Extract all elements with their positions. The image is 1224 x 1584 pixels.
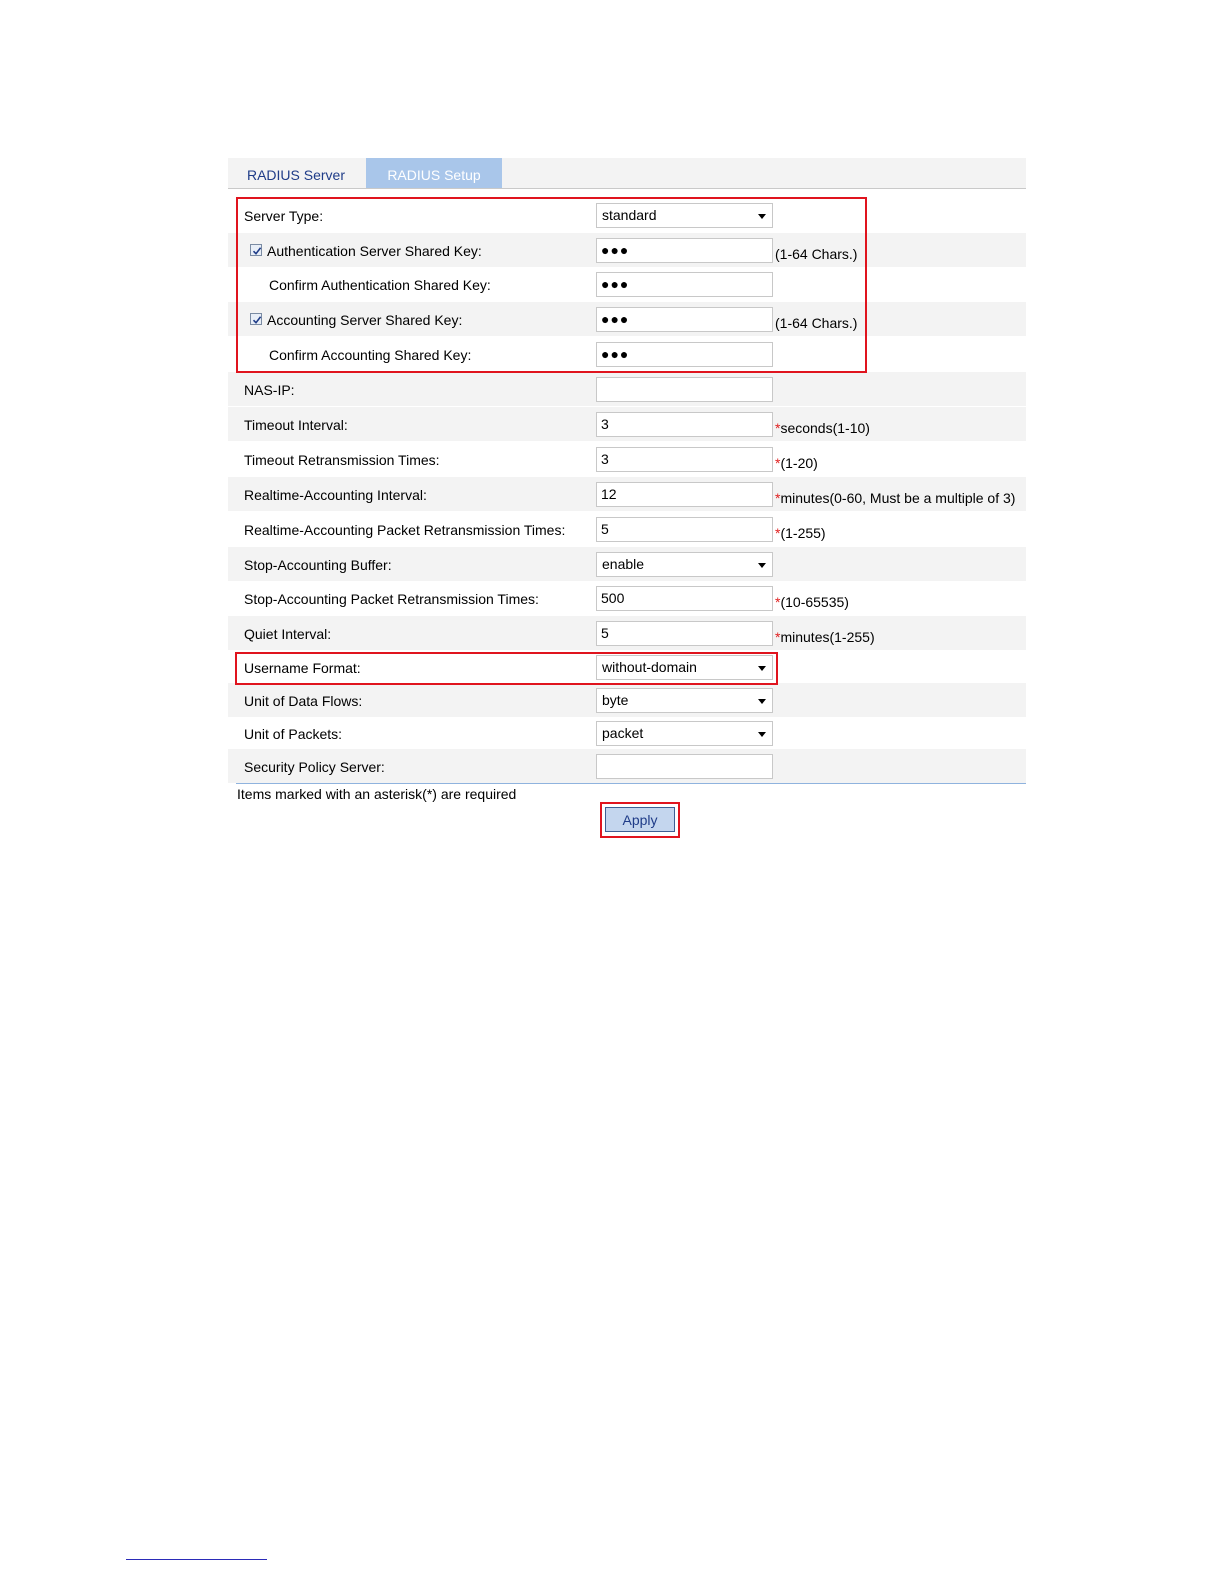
stop-retrans-input[interactable]: 500 — [596, 586, 773, 611]
required-asterisk: * — [775, 525, 781, 541]
unit-packets-value: packet — [602, 725, 644, 741]
acct-key-hint: (1-64 Chars.) — [775, 315, 858, 331]
server-type-value: standard — [602, 207, 657, 223]
row-quiet-interval — [228, 616, 1026, 650]
nas-ip-label: NAS-IP: — [244, 382, 295, 398]
realtime-retrans-label: Realtime-Accounting Packet Retransmission Times: — [244, 522, 566, 538]
realtime-retrans-hint-text: (1-255) — [780, 525, 826, 541]
stop-retrans-hint — [775, 594, 849, 610]
username-format-label: Username Format: — [244, 660, 361, 676]
tab-radius-setup[interactable]: RADIUS Setup — [366, 158, 502, 188]
acct-key-label: Accounting Server Shared Key: — [267, 312, 463, 328]
required-note: Items marked with an asterisk(*) are required — [237, 786, 517, 802]
security-policy-label: Security Policy Server: — [244, 759, 385, 775]
auth-key-input[interactable]: ●●● — [596, 238, 773, 263]
auth-key-hint: (1-64 Chars.) — [775, 246, 858, 262]
unit-flows-select[interactable] — [596, 688, 773, 713]
nas-ip-input[interactable] — [596, 377, 773, 402]
timeout-retrans-input[interactable]: 3 — [596, 447, 773, 472]
chevron-down-icon — [758, 732, 766, 737]
auth-key-label: Authentication Server Shared Key: — [267, 243, 482, 259]
row-realtime-retrans — [228, 512, 1026, 546]
confirm-auth-input[interactable]: ●●● — [596, 272, 773, 297]
chevron-down-icon — [758, 563, 766, 568]
stop-retrans-label: Stop-Accounting Packet Retransmission Times: — [244, 591, 539, 607]
stop-buffer-select[interactable] — [596, 552, 773, 577]
realtime-retrans-hint — [775, 525, 826, 541]
unit-flows-value: byte — [602, 692, 629, 708]
required-asterisk: * — [775, 629, 781, 645]
timeout-interval-label: Timeout Interval: — [244, 417, 348, 433]
row-stop-retrans — [228, 581, 1026, 615]
confirm-acct-input[interactable]: ●●● — [596, 342, 773, 367]
tab-radius-server[interactable]: RADIUS Server — [246, 167, 346, 183]
security-policy-input[interactable] — [596, 754, 773, 779]
stop-retrans-hint-text: (10-65535) — [780, 594, 849, 610]
highlight-box-keys — [236, 197, 867, 373]
quiet-interval-input[interactable]: 5 — [596, 621, 773, 646]
server-type-label: Server Type: — [244, 208, 324, 224]
required-asterisk: * — [775, 455, 781, 471]
timeout-retrans-hint — [775, 455, 818, 471]
row-realtime-interval — [228, 477, 1026, 511]
tab-bar — [228, 158, 1026, 189]
realtime-interval-hint-text: minutes(0-60, Must be a multiple of 3) — [780, 490, 1016, 506]
realtime-interval-input[interactable]: 12 — [596, 482, 773, 507]
unit-packets-label: Unit of Packets: — [244, 726, 343, 742]
confirm-acct-label: Confirm Accounting Shared Key: — [269, 347, 472, 363]
footer-link-underline — [126, 1559, 267, 1560]
stop-buffer-label: Stop-Accounting Buffer: — [244, 557, 392, 573]
form-divider — [236, 783, 1026, 784]
timeout-retrans-label: Timeout Retransmission Times: — [244, 452, 440, 468]
timeout-retrans-hint-text: (1-20) — [780, 455, 818, 471]
unit-flows-label: Unit of Data Flows: — [244, 693, 363, 709]
quiet-interval-label: Quiet Interval: — [244, 626, 332, 642]
stop-buffer-value: enable — [602, 556, 645, 572]
row-timeout-retrans — [228, 442, 1026, 476]
realtime-interval-label: Realtime-Accounting Interval: — [244, 487, 427, 503]
unit-packets-select[interactable] — [596, 721, 773, 746]
username-format-value: without-domain — [602, 659, 697, 675]
required-asterisk: * — [775, 490, 781, 506]
row-timeout-interval — [228, 407, 1026, 441]
row-unit-flows — [228, 683, 1026, 717]
timeout-interval-hint — [775, 420, 870, 436]
timeout-interval-input[interactable]: 3 — [596, 412, 773, 437]
realtime-retrans-input[interactable]: 5 — [596, 517, 773, 542]
chevron-down-icon — [758, 699, 766, 704]
realtime-interval-hint — [775, 490, 1015, 506]
confirm-auth-label: Confirm Authentication Shared Key: — [269, 277, 491, 293]
apply-button[interactable]: Apply — [605, 807, 675, 832]
required-asterisk: * — [775, 420, 781, 436]
quiet-interval-hint-text: minutes(1-255) — [780, 629, 875, 645]
row-stop-buffer — [228, 547, 1026, 581]
row-nas-ip — [228, 372, 1026, 406]
quiet-interval-hint — [775, 629, 875, 645]
highlight-box-username-format — [235, 652, 778, 685]
timeout-interval-hint-text: seconds(1-10) — [780, 420, 870, 436]
row-unit-packets — [228, 716, 1026, 750]
required-asterisk: * — [775, 594, 781, 610]
row-security-policy — [228, 749, 1026, 783]
acct-key-input[interactable]: ●●● — [596, 307, 773, 332]
